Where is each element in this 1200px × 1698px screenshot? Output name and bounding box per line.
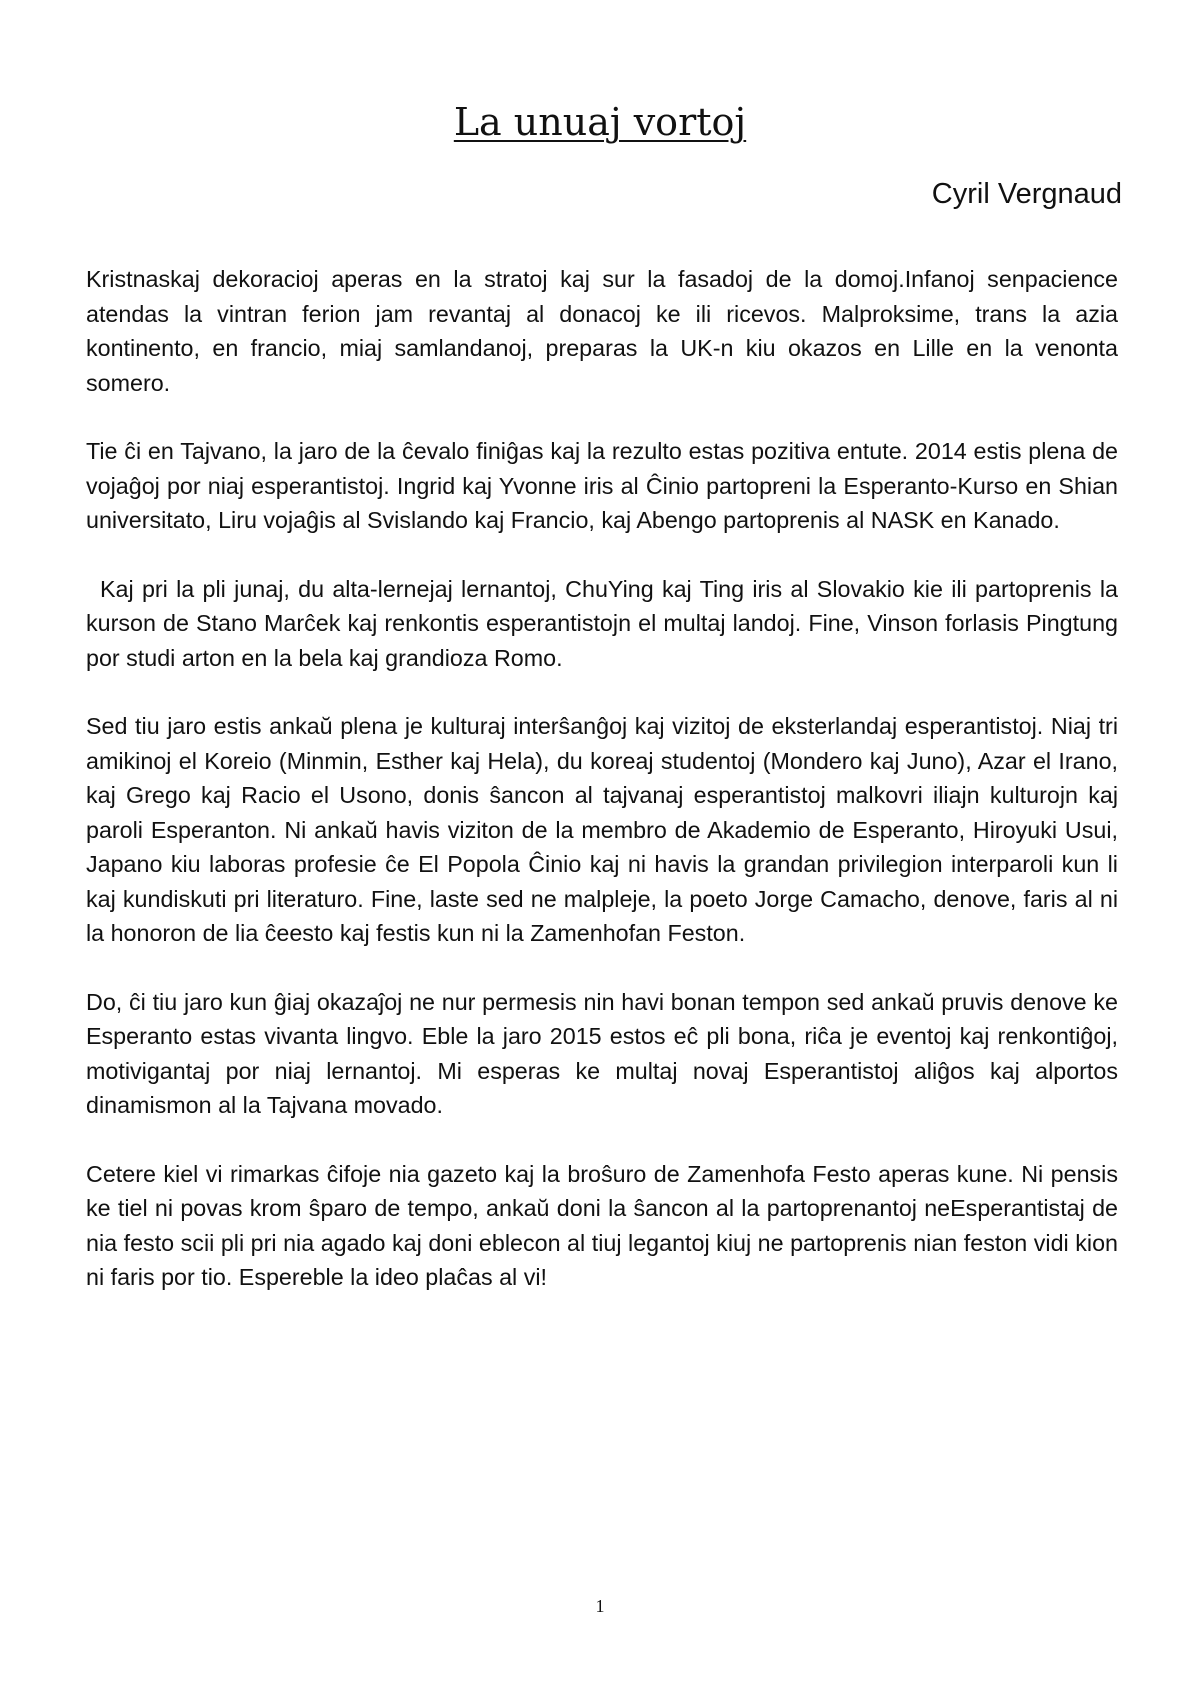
page-number: 1 [595, 1596, 605, 1616]
author-name: Cyril Vergnaud [931, 178, 1122, 210]
paragraph: Tie ĉi en Tajvano, la jaro de la ĉevalo finiĝas kaj la rezulto estas pozitiva entute. 2014 estis plena de vojaĝoj por niaj esperantistoj. Ingrid kaj Yvonne iris al Ĉinio partopreni la Esperanto-Kurso en Shian universitato, Liru vojaĝis al Svislando kaj Francio, kaj Abengo partoprenis al NASK en Kanado. [86, 438, 1118, 533]
paragraph: Do, ĉi tiu jaro kun ĝiaj okazaĵoj ne nur permesis nin havi bonan tempon sed ankaŭ pruvis denove ke Esperanto estas vivanta lingvo. Eble la jaro 2015 estos eĉ pli bona, riĉa je eventoj kaj renkontiĝoj, motivigantaj por niaj lernantoj. Mi esperas ke multaj novaj Esperantistoj aliĝos kaj alportos dinamismon al la Tajvana movado. [86, 988, 1118, 1118]
paragraph: Kristnaskaj dekoracioj aperas en la stratoj kaj sur la fasadoj de la domoj.Infanoj senpacience atendas la vintran ferion jam revantaj al donacoj ke ili ricevos. Malproksime, trans la azia kontinento, en francio, miaj samlandanoj, preparas la UK-n kiu okazos en Lille en la venonta somero. [86, 266, 1118, 396]
paragraph: Sed tiu jaro estis ankaŭ plena je kulturaj interŝanĝoj kaj vizitoj de eksterlandaj esperantistoj. Niaj tri amikinoj el Koreio (Minmin, Esther kaj Hela), du koreaj studentoj (Mondero kaj Juno), Azar el Irano, kaj Grego kaj Racio el Usono, donis ŝancon al tajvanaj esperantistoj malkovri iliajn kulturojn kaj paroli Esperanton. Ni ankaŭ havis viziton de la membro de Akademio de Esperanto, Hiroyuki Usui, Japano kiu laboras profesie ĉe El Popola Ĉinio kaj ni havis la grandan privilegion interparoli kun li kaj kundiskuti pri literaturo. Fine, laste sed ne malpleje, la poeto Jorge Camacho, denove, faris al ni la honoron de lia ĉeesto kaj festis kun ni la Zamenhofan Feston. [86, 713, 1118, 946]
paragraph: Cetere kiel vi rimarkas ĉifoje nia gazeto kaj la broŝuro de Zamenhofa Festo aperas kune. Ni pensis ke tiel ni povas krom ŝparo de tempo, ankaŭ doni la ŝancon al la partoprenantoj neEsperantistaj de nia festo scii pli pri nia agado kaj doni eblecon al tiuj legantoj kiuj ne partoprenis nian feston vidi kion ni faris por tio. Espereble la ideo plaĉas al vi! [86, 1160, 1118, 1290]
document-title: La unuaj vortoj [453, 100, 747, 144]
article-body [86, 262, 1118, 1329]
paragraph: Kaj pri la pli junaj, du alta-lernejaj lernantoj, ChuYing kaj Ting iris al Slovakio kie ili partoprenis la kurson de Stano Marĉek kaj renkontis esperantistojn el multaj landoj. Fine, Vinson forlasis Pingtung por studi arton en la bela kaj grandioza Romo. [86, 575, 1118, 671]
